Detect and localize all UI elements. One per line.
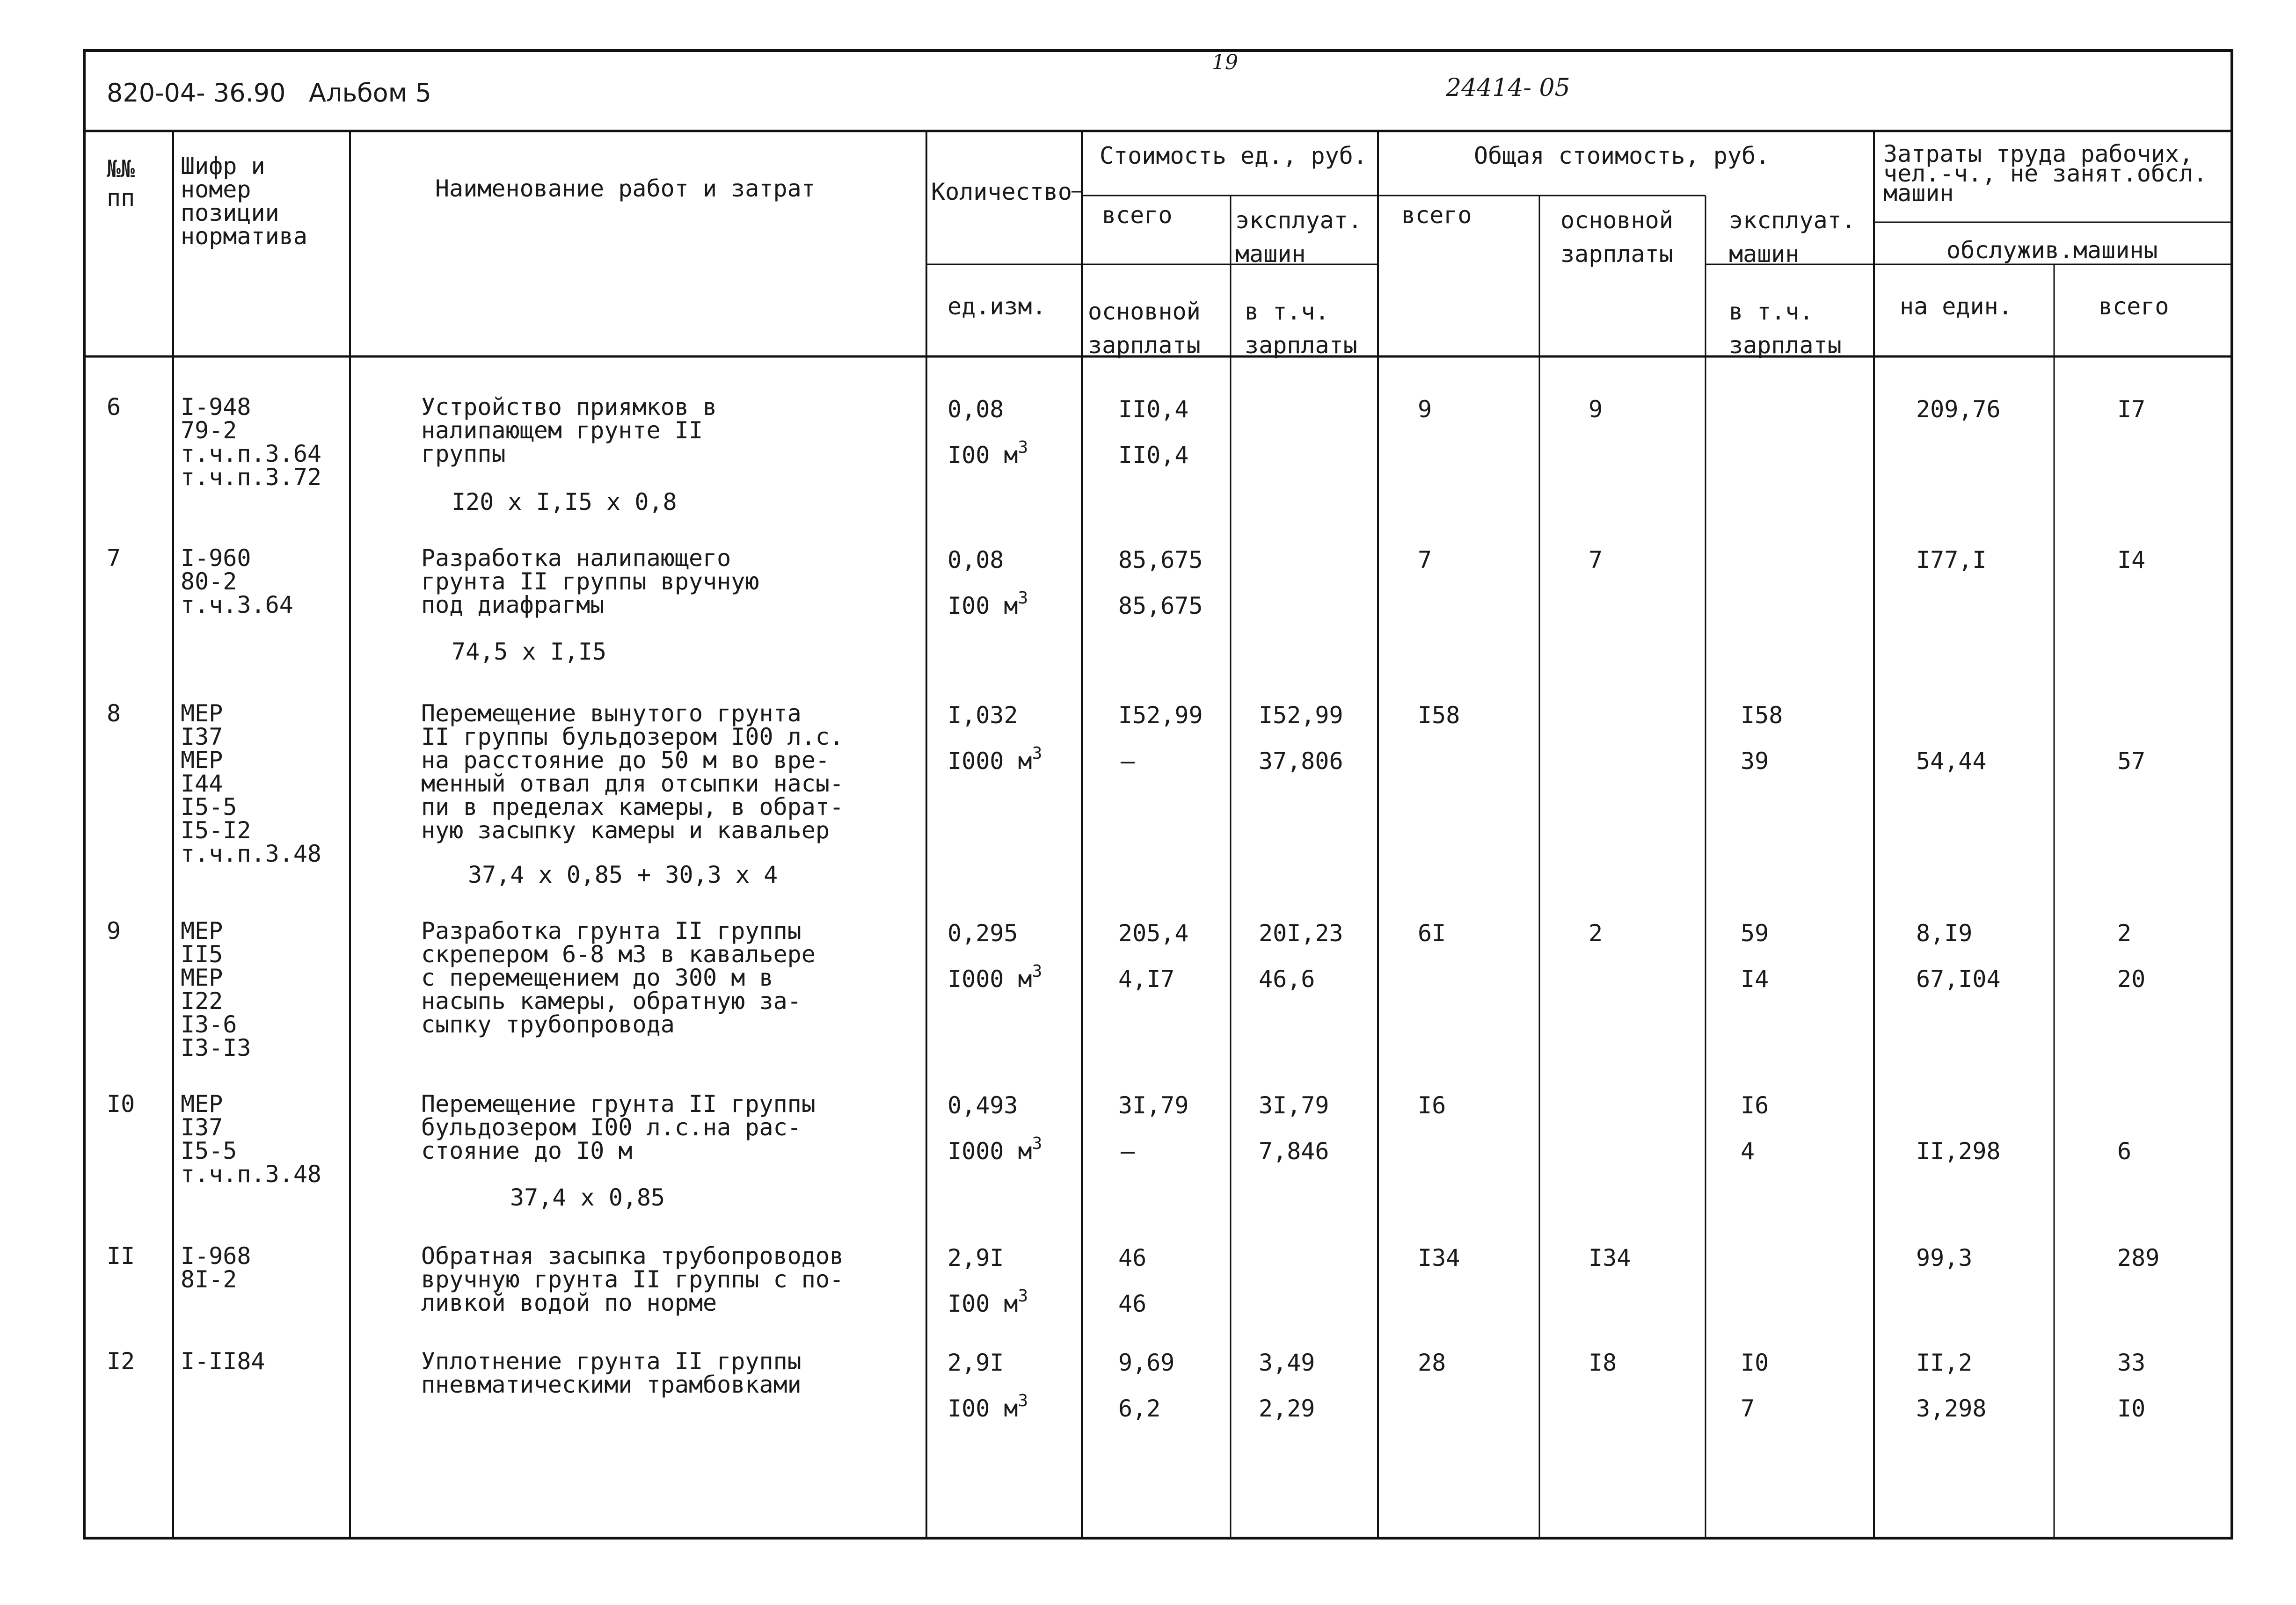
row-formula: I20 x I,I5 x 0,8: [452, 488, 677, 516]
row-unit-machine: 20I,23: [1259, 920, 1343, 947]
row-unit-incl-wage: 2,29: [1259, 1395, 1315, 1422]
row-labor-unit: II,2: [1916, 1349, 1973, 1376]
row-code: МЕР I37 I5-5 т.ч.п.3.48: [181, 1090, 322, 1188]
row-total-wage: 2: [1589, 920, 1603, 947]
row-total-wage: I34: [1589, 1244, 1631, 1271]
row-unit-wage: 4,I7: [1118, 966, 1175, 993]
row-num: 9: [107, 917, 121, 944]
row-total-machine: 59: [1741, 920, 1769, 947]
row-unit-text: I000 м: [948, 748, 1032, 775]
row-labor-total: I4: [2117, 546, 2146, 574]
row-code: I-960 80-2 т.ч.3.64: [181, 545, 293, 618]
row-unit-wage: 85,675: [1118, 592, 1203, 619]
row-name: Уплотнение грунта II группы пневматическими трамбовками: [421, 1348, 802, 1398]
col-header-unit-incl-wage: в т.ч. зарплаты: [1245, 298, 1357, 359]
row-unit-total: II0,4: [1118, 396, 1189, 423]
row-unit: [948, 1134, 1042, 1165]
row-unit-wage: 6,2: [1118, 1395, 1161, 1422]
row-qty: 0,08: [948, 396, 1004, 423]
col-header-unit-cost: Стоимость ед., руб.: [1100, 142, 1367, 169]
col-header-labor-unit: на един.: [1900, 293, 2012, 320]
row-unit-wage: –: [1121, 748, 1135, 775]
col-header-qty: Количество: [931, 178, 1072, 205]
row-name: Устройство приямков в налипающем грунте II группы: [421, 393, 717, 467]
row-code: I-II84: [181, 1348, 265, 1375]
row-qty: 0,493: [948, 1092, 1018, 1119]
row-unit: [948, 962, 1042, 993]
row-qty: I,032: [948, 702, 1018, 729]
row-labor-unit: 54,44: [1916, 748, 1987, 775]
row-unit-text: I000 м: [948, 1138, 1032, 1165]
row-unit-incl-wage: 7,846: [1259, 1138, 1329, 1165]
row-total-wage: I8: [1589, 1349, 1617, 1376]
row-name: Разработка грунта II группы скрепером 6-8 м3 в кавальере с перемещением до 300 м в насыпь камеры, обратную за- сыпку трубопровода: [421, 917, 816, 1038]
row-code: МЕР I37 МЕР I44 I5-5 I5-I2 т.ч.п.3.48: [181, 700, 322, 867]
row-num: I0: [107, 1090, 135, 1118]
row-unit-wage: II0,4: [1118, 442, 1189, 469]
col-header-total-machine: эксплуат. машин: [1729, 207, 1856, 268]
row-total: 6I: [1418, 920, 1446, 947]
row-total-wage: 9: [1589, 396, 1603, 423]
row-unit: [948, 744, 1042, 775]
row-unit: [948, 438, 1028, 469]
row-total: 9: [1418, 396, 1432, 423]
row-num: I2: [107, 1348, 135, 1375]
row-unit-total: 85,675: [1118, 546, 1203, 574]
row-name: Перемещение вынутого грунта II группы бульдозером I00 л.с. на расстояние до 50 м во вре- менный отвал для отсыпки насы- пи в пределах камеры, в обрат- ную засыпку камеры и кавальер: [421, 700, 844, 844]
col-header-code: Шифр и номер позиции норматива: [181, 153, 307, 250]
row-total-machine: I58: [1741, 702, 1783, 729]
page-number: 19: [1212, 51, 1238, 74]
col-header-qty-unit: ед.изм.: [948, 293, 1046, 320]
row-total-machine: I6: [1741, 1092, 1769, 1119]
row-unit-machine: I52,99: [1259, 702, 1343, 729]
row-unit-total: I52,99: [1118, 702, 1203, 729]
col-header-unit-machine: эксплуат. машин: [1235, 207, 1362, 268]
row-unit-text: I00 м: [948, 442, 1018, 469]
row-labor-total-2: I0: [2117, 1395, 2146, 1422]
row-name: Перемещение грунта II группы бульдозером I00 л.с.на рас- стояние до I0 м: [421, 1090, 816, 1164]
row-labor-total: 2: [2117, 920, 2132, 947]
row-total: 28: [1418, 1349, 1446, 1376]
row-code: I-968 8I-2: [181, 1242, 251, 1293]
row-qty: 0,295: [948, 920, 1018, 947]
row-labor-total: I7: [2117, 396, 2146, 423]
row-unit-total: 46: [1118, 1244, 1147, 1271]
row-labor-unit: II,298: [1916, 1138, 2001, 1165]
row-name: Разработка налипающего грунта II группы вручную под диафрагмы: [421, 545, 759, 618]
row-labor-unit-2: 3,298: [1916, 1395, 1987, 1422]
row-unit-wage: –: [1121, 1138, 1135, 1165]
row-total-incl-wage: 39: [1741, 748, 1769, 775]
row-unit-sup: 3: [1032, 962, 1042, 981]
row-total-incl-wage: I4: [1741, 966, 1769, 993]
row-unit: [948, 1391, 1028, 1422]
col-header-labor-service: обслужив.машины: [1946, 237, 2158, 264]
row-unit: [948, 1286, 1028, 1317]
row-labor-total: 6: [2117, 1138, 2132, 1165]
row-labor-total: 289: [2117, 1244, 2160, 1271]
row-unit-wage: 46: [1118, 1290, 1147, 1317]
row-unit-sup: 3: [1018, 438, 1028, 457]
row-formula: 74,5 x I,I5: [452, 638, 607, 665]
col-header-name: Наименование работ и затрат: [435, 175, 816, 202]
col-header-labor: Затраты труда рабочих, чел.-ч., не занят.обсл. машин: [1883, 140, 2208, 207]
col-header-total-all: всего: [1401, 202, 1472, 229]
album-label: Альбом 5: [309, 78, 431, 108]
row-unit-text: I000 м: [948, 966, 1032, 993]
row-num: 8: [107, 700, 121, 727]
col-header-unit-total: всего: [1102, 202, 1173, 229]
row-num: 7: [107, 545, 121, 572]
col-header-labor-total: всего: [2099, 293, 2169, 320]
row-unit-total: 3I,79: [1118, 1092, 1189, 1119]
document-code: 820-04- 36.90: [107, 78, 286, 108]
row-total: I58: [1418, 702, 1460, 729]
row-total: 7: [1418, 546, 1432, 574]
row-formula: 37,4 x 0,85 + 30,3 x 4: [468, 861, 778, 888]
row-unit-machine: 3I,79: [1259, 1092, 1329, 1119]
row-total-wage: 7: [1589, 546, 1603, 574]
row-code: МЕР II5 МЕР I22 I3-6 I3-I3: [181, 917, 251, 1061]
row-num: 6: [107, 393, 121, 421]
row-labor-total: 57: [2117, 748, 2146, 775]
row-labor-unit-2: 67,I04: [1916, 966, 2001, 993]
row-qty: 2,9I: [948, 1349, 1004, 1376]
row-total-machine: I0: [1741, 1349, 1769, 1376]
row-unit-sup: 3: [1032, 744, 1042, 763]
row-unit-text: I00 м: [948, 592, 1018, 619]
handwritten-code: 24414- 05: [1446, 74, 1570, 102]
col-header-total-incl-wage: в т.ч. зарплаты: [1729, 298, 1842, 359]
row-unit-machine: 3,49: [1259, 1349, 1315, 1376]
row-unit-total: 9,69: [1118, 1349, 1175, 1376]
row-labor-unit: 99,3: [1916, 1244, 1973, 1271]
row-total-incl-wage: 4: [1741, 1138, 1755, 1165]
row-code: I-948 79-2 т.ч.п.3.64 т.ч.п.3.72: [181, 393, 322, 491]
row-unit-sup: 3: [1032, 1134, 1042, 1153]
row-formula: 37,4 x 0,85: [510, 1184, 665, 1211]
col-header-total-wage: основной зарплаты: [1560, 207, 1673, 268]
row-unit: [948, 588, 1028, 619]
row-total-incl-wage: 7: [1741, 1395, 1755, 1422]
row-unit-text: I00 м: [948, 1395, 1018, 1422]
row-qty: 0,08: [948, 546, 1004, 574]
row-unit-incl-wage: 37,806: [1259, 748, 1343, 775]
row-unit-total: 205,4: [1118, 920, 1189, 947]
row-labor-unit: 8,I9: [1916, 920, 1973, 947]
row-labor-unit: I77,I: [1916, 546, 1987, 574]
row-labor-total-2: 20: [2117, 966, 2146, 993]
col-header-unit-wage: основной зарплаты: [1088, 298, 1201, 359]
row-num: II: [107, 1242, 135, 1270]
row-qty: 2,9I: [948, 1244, 1004, 1271]
row-unit-sup: 3: [1018, 588, 1028, 608]
row-total: I34: [1418, 1244, 1460, 1271]
row-labor-total: 33: [2117, 1349, 2146, 1376]
col-header-num: №№ пп: [107, 155, 135, 211]
row-unit-sup: 3: [1018, 1391, 1028, 1410]
row-unit-incl-wage: 46,6: [1259, 966, 1315, 993]
row-unit-text: I00 м: [948, 1290, 1018, 1317]
row-total: I6: [1418, 1092, 1446, 1119]
row-name: Обратная засыпка трубопроводов вручную грунта II группы с по- ливкой водой по норме: [421, 1242, 844, 1316]
row-labor-unit: 209,76: [1916, 396, 2001, 423]
row-unit-sup: 3: [1018, 1286, 1028, 1306]
col-header-total-cost: Общая стоимость, руб.: [1474, 142, 1770, 169]
